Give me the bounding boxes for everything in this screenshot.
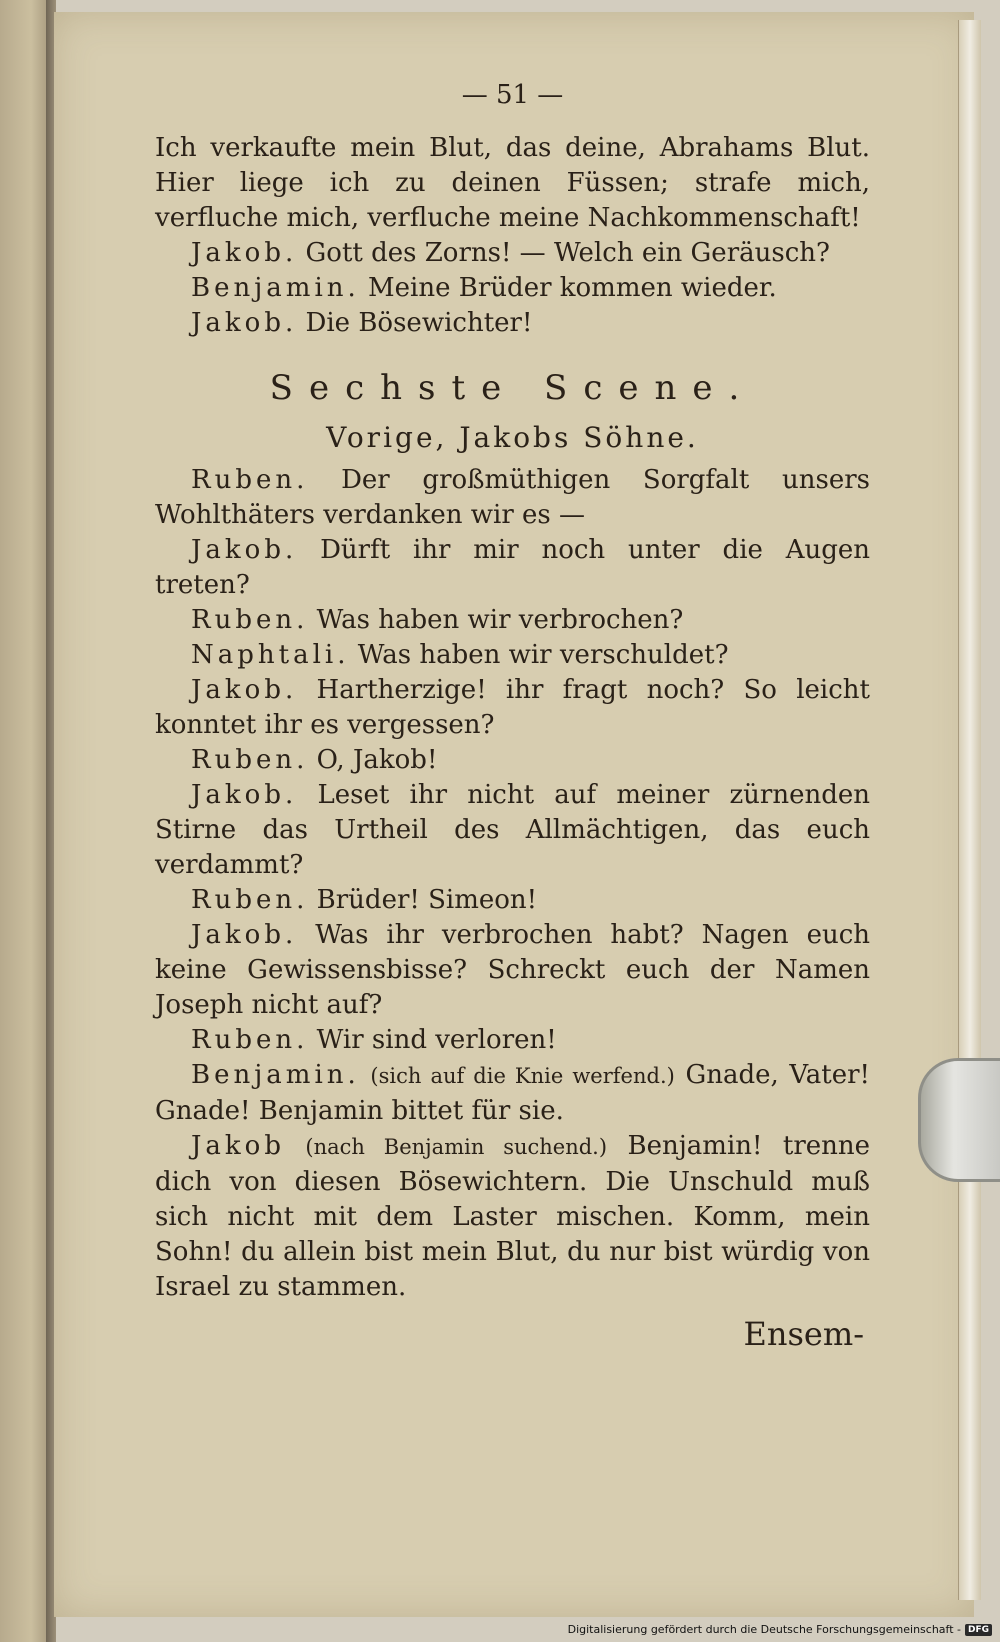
speaker-name: Benjamin. — [191, 273, 360, 303]
dialogue-line — [155, 603, 870, 638]
dfg-logo: DFG — [965, 1624, 992, 1636]
line-text: Benjamin! trenne dich von diesen Bösewichtern. Die Unschuld muß sich nicht mit dem Laster mischen. Komm, mein Sohn! du allein bist mein Blut, du nur bist würdig von Israel zu stammen. — [155, 1131, 871, 1302]
page-clip — [918, 1058, 1000, 1182]
line-text: Brüder! Simeon! — [316, 885, 538, 915]
line-text: Gnade, Vater! Gnade! Benjamin bittet für sie. — [155, 1060, 870, 1126]
dialogue-line — [155, 883, 870, 918]
speaker-name: Jakob. — [191, 308, 298, 338]
dialogue-line — [155, 638, 870, 673]
dialogue-line — [155, 463, 870, 533]
line-text: Gott des Zorns! — Welch ein Geräusch? — [305, 238, 830, 268]
speaker-name: Jakob. — [191, 535, 298, 565]
dialogue-line — [155, 306, 870, 341]
speaker-name: Ruben. — [191, 465, 309, 495]
catchword: Ensem- — [743, 1315, 864, 1353]
dialogue-line — [155, 778, 870, 883]
footer — [568, 1623, 992, 1636]
line-text: Ich verkaufte mein Blut, das deine, Abrahams Blut. Hier liege ich zu deinen Füssen; strafe mich, verfluche mich, verfluche meine Nachkommenschaft! — [155, 133, 870, 233]
dialogue-block-1 — [155, 131, 870, 341]
stage-direction: (nach Benjamin suchend.) — [305, 1135, 608, 1159]
dialogue-line — [155, 271, 870, 306]
left-page-edge — [0, 0, 52, 1642]
line-text: Was ihr verbrochen habt? Nagen euch keine Gewissensbisse? Schreckt euch der Namen Joseph nicht auf? — [155, 920, 871, 1020]
line-text: Leset ihr nicht auf meiner zürnenden Stirne das Urtheil des Allmächtigen, das euch verdammt? — [155, 780, 870, 880]
dialogue-line — [155, 673, 870, 743]
speaker-name: Ruben. — [191, 605, 309, 635]
line-text: Wir sind verloren! — [316, 1025, 557, 1055]
speaker-name: Jakob — [191, 1131, 285, 1161]
line-text: Was haben wir verschuldet? — [357, 640, 729, 670]
speaker-name: Jakob. — [191, 780, 298, 810]
page-number: — 51 — — [461, 80, 564, 110]
page-edge — [958, 20, 981, 1600]
line-text: Der großmüthigen Sorgfalt unsers Wohlthäters verdanken wir es — — [155, 465, 871, 530]
dialogue-line — [155, 1058, 870, 1129]
dialogue-line — [155, 743, 870, 778]
line-text: Die Bösewichter! — [305, 308, 533, 338]
dialogue-line — [155, 918, 870, 1023]
dialogue-line — [155, 533, 870, 603]
page-text — [155, 78, 870, 1352]
line-text: Meine Brüder kommen wieder. — [368, 273, 777, 303]
line-text: Hartherzige! ihr fragt noch? So leicht konntet ihr es vergessen? — [155, 675, 871, 740]
scene-title: Sechste Scene. — [269, 368, 756, 408]
stage-direction: (sich auf die Knie werfend.) — [370, 1064, 675, 1088]
dialogue-line — [155, 1129, 870, 1305]
dialogue-block-2 — [155, 463, 870, 1058]
speaker-name: Ruben. — [191, 885, 309, 915]
scene-persons: Vorige, Jakobs Söhne. — [326, 421, 699, 454]
footer-credit: Digitalisierung gefördert durch die Deutsche Forschungsgemeinschaft - — [567, 1623, 961, 1636]
dialogue-line — [155, 236, 870, 271]
speaker-name: Ruben. — [191, 745, 309, 775]
speaker-name: Naphtali. — [191, 640, 350, 670]
dialogue-line — [155, 1023, 870, 1058]
line-text: O, Jakob! — [316, 745, 438, 775]
dialogue-line — [155, 131, 870, 236]
speaker-name: Jakob. — [191, 675, 298, 705]
speaker-name: Jakob. — [191, 920, 298, 950]
line-text: Dürft ihr mir noch unter die Augen treten? — [155, 535, 870, 600]
speaker-name: Ruben. — [191, 1025, 309, 1055]
speaker-name: Benjamin. — [191, 1060, 360, 1090]
line-text: Was haben wir verbrochen? — [316, 605, 684, 635]
speaker-name: Jakob. — [191, 238, 298, 268]
